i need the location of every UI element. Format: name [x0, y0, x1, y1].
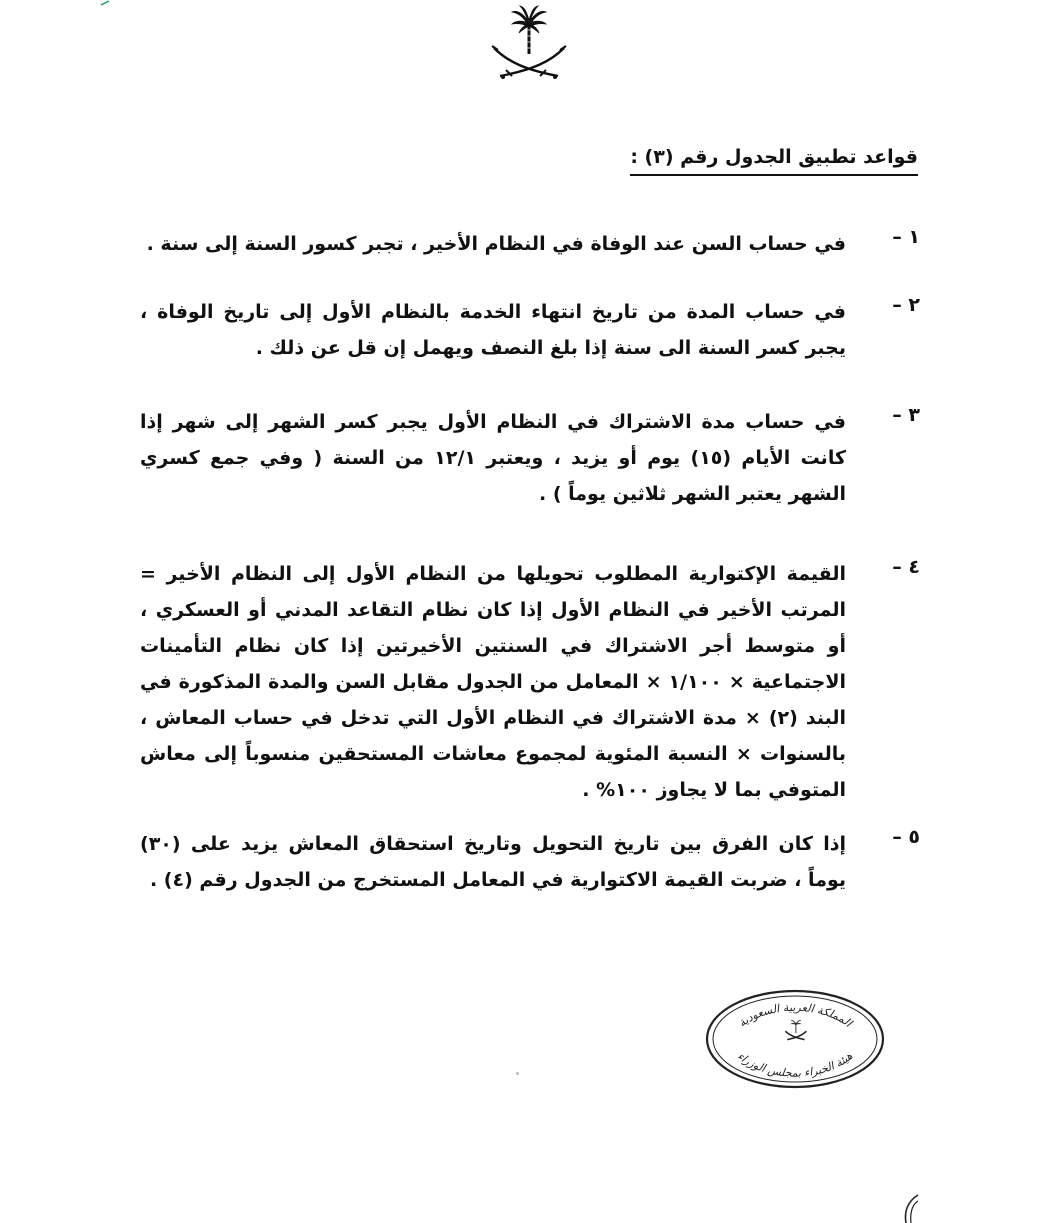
seal-top-text: المملكة العربية السعودية [735, 1000, 855, 1030]
rule-text: في حساب المدة من تاريخ انتهاء الخدمة بالنظام الأول إلى تاريخ الوفاة ، يجبر كسر السنة الى سنة إذا بلغ النصف ويهمل إن قل عن ذلك . [140, 301, 846, 359]
rule-text: في حساب السن عند الوفاة في النظام الأخير ، تجبر كسور السنة إلى سنة . [146, 233, 846, 255]
rule-item-3 [140, 404, 918, 512]
rule-number: ٤ – [892, 556, 920, 578]
rule-number: ٥ – [892, 826, 920, 848]
rule-text: في حساب مدة الاشتراك في النظام الأول يجبر كسر الشهر إلى شهر إذا كانت الأيام (١٥) يوم أو يزيد ، ويعتبر ١٢/١ من السنة ( وفي جمع كسري الشهر يعتبر الشهر ثلاثين يوماً ) . [140, 411, 847, 505]
page-corner-mark [902, 1193, 920, 1223]
official-seal-stamp [704, 988, 886, 1090]
rule-item-1 [140, 226, 918, 262]
rule-item-2 [140, 294, 918, 366]
corner-mark-green [100, 0, 110, 6]
svg-text:هيئة الخبراء بمجلس الوزراء [735, 1049, 856, 1079]
rules-heading: قواعد تطبيق الجدول رقم (٣) : [630, 146, 918, 176]
rule-item-4 [140, 556, 918, 808]
rule-item-5 [140, 826, 918, 898]
rule-number: ١ – [892, 226, 920, 248]
rule-text: القيمة الإكتوارية المطلوب تحويلها من النظام الأول إلى النظام الأخير = المرتب الأخير في النظام الأول إذا كان نظام التقاعد المدني أو العسكري ، أو متوسط أجر الاشتراك في السنتين الأخيرتين إذا كان نظام التأمينات الاجتماعية × ١/١٠٠ × المعامل من الجدول مقابل السن والمدة المذكورة في البند (٢) × مدة الاشتراك في النظام الأول التي تدخل في حساب المعاش ، بالسنوات × النسبة المئوية لمجموع معاشات المستحقين منسوباً إلى معاش المتوفي بما لا يجاوز ١٠٠% . [140, 563, 847, 801]
seal-bottom-text: هيئة الخبراء بمجلس الوزراء [734, 1049, 856, 1080]
rule-number: ٣ – [892, 404, 920, 426]
saudi-emblem-icon [486, 4, 572, 84]
scan-speck [516, 1072, 519, 1075]
rule-text: إذا كان الفرق بين تاريخ التحويل وتاريخ استحقاق المعاش يزيد على (٣٠) يوماً ، ضربت القيمة الاكتوارية في المعامل المستخرج من الجدول رقم (٤) . [140, 833, 846, 891]
rule-number: ٢ – [892, 294, 920, 316]
